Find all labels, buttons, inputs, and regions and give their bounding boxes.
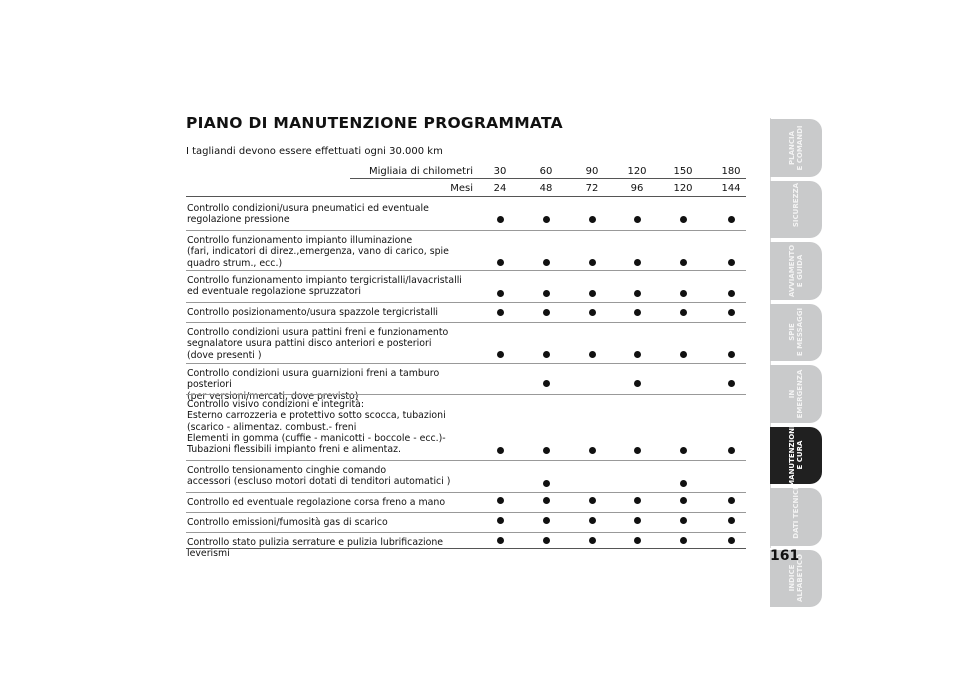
row-divider: [186, 270, 746, 271]
check-dot: [634, 517, 641, 524]
row-divider: [186, 363, 746, 364]
check-dot: [728, 537, 735, 544]
check-dot: [589, 537, 596, 544]
check-dot: [543, 216, 550, 223]
chapter-tab-label: DATI TECNICI: [792, 487, 800, 539]
check-dot: [543, 259, 550, 266]
months-header-cell: 72: [585, 183, 599, 194]
chapter-tab-label: SPIE E MESSAGGI: [788, 308, 804, 357]
months-header-label: Mesi: [450, 183, 473, 194]
table-row-description: Controllo condizioni usura pattini freni e funzionamento segnalatore usura pattini disco anteriori e posteriori (dove presenti ): [187, 327, 449, 361]
table-row-description: Controllo condizioni/usura pneumatici ed eventuale regolazione pressione: [187, 203, 429, 226]
check-dot: [728, 447, 735, 454]
check-dot: [728, 309, 735, 316]
chapter-tab-label: INDICE ALFABETICO: [788, 554, 804, 603]
check-dot: [497, 259, 504, 266]
chapter-tab-label: IN EMERGENZA: [788, 369, 804, 419]
chapter-tab-label: SICUREZZA: [792, 183, 800, 228]
row-divider: [186, 302, 746, 303]
check-dot: [634, 447, 641, 454]
check-dot: [634, 497, 641, 504]
check-dot: [634, 290, 641, 297]
check-dot: [589, 290, 596, 297]
row-divider: [186, 322, 746, 323]
row-divider: [186, 230, 746, 231]
check-dot: [543, 537, 550, 544]
check-dot: [589, 309, 596, 316]
check-dot: [497, 351, 504, 358]
table-row-description: Controllo tensionamento cinghie comando accessori (escluso motori dotati di tenditori automatici ): [187, 465, 451, 488]
check-dot: [680, 259, 687, 266]
miles-header-cell: 30: [493, 166, 507, 177]
miles-header-cell: 180: [721, 166, 741, 177]
check-dot: [497, 497, 504, 504]
check-dot: [680, 309, 687, 316]
check-dot: [680, 537, 687, 544]
table-row-description: Controllo funzionamento impianto illuminazione (fari, indicatori di direz.,emergenza, vano di carico, spie quadro strum., ecc.): [187, 235, 449, 269]
chapter-tab-label: AVVIAMENTO E GUIDA: [788, 244, 804, 297]
table-row-description: Controllo funzionamento impianto tergicristalli/lavacristalli ed eventuale regolazione spruzzatori: [187, 275, 462, 298]
row-divider: [186, 394, 746, 395]
check-dot: [543, 309, 550, 316]
check-dot: [680, 351, 687, 358]
check-dot: [497, 537, 504, 544]
check-dot: [728, 290, 735, 297]
header-rule: [186, 196, 746, 197]
check-dot: [634, 380, 641, 387]
check-dot: [728, 259, 735, 266]
check-dot: [543, 380, 550, 387]
miles-header-cell: 60: [539, 166, 553, 177]
check-dot: [728, 216, 735, 223]
check-dot: [497, 290, 504, 297]
header-rule: [350, 178, 746, 179]
check-dot: [728, 497, 735, 504]
miles-header-label: Migliaia di chilometri: [368, 166, 473, 177]
check-dot: [728, 351, 735, 358]
table-row-description: Controllo condizioni usura guarnizioni freni a tamburo posteriori (per versioni/mercati, dove previsto): [187, 368, 440, 402]
table-bottom-rule: [186, 548, 746, 549]
check-dot: [543, 290, 550, 297]
months-header-cell: 120: [673, 183, 693, 194]
row-divider: [186, 492, 746, 493]
miles-header-cell: 120: [627, 166, 647, 177]
check-dot: [589, 351, 596, 358]
check-dot: [497, 309, 504, 316]
page-title: PIANO DI MANUTENZIONE PROGRAMMATA: [186, 114, 563, 132]
check-dot: [497, 216, 504, 223]
check-dot: [634, 259, 641, 266]
row-divider: [186, 512, 746, 513]
months-header-cell: 96: [630, 183, 644, 194]
check-dot: [589, 259, 596, 266]
check-dot: [589, 497, 596, 504]
check-dot: [728, 517, 735, 524]
check-dot: [634, 216, 641, 223]
check-dot: [680, 517, 687, 524]
row-divider: [186, 532, 746, 533]
table-row-description: Controllo stato pulizia serrature e pulizia lubrificazione leverismi: [187, 537, 444, 560]
check-dot: [680, 290, 687, 297]
check-dot: [543, 351, 550, 358]
check-dot: [589, 216, 596, 223]
page-subtitle: I tagliandi devono essere effettuati ogni 30.000 km: [186, 146, 443, 157]
months-header-cell: 48: [539, 183, 553, 194]
table-row-description: Controllo emissioni/fumosità gas di scarico: [187, 517, 388, 528]
check-dot: [543, 480, 550, 487]
check-dot: [543, 447, 550, 454]
check-dot: [543, 517, 550, 524]
check-dot: [634, 351, 641, 358]
check-dot: [589, 447, 596, 454]
months-header-cell: 144: [721, 183, 741, 194]
chapter-tab-label: PLANCIA E COMANDI: [788, 125, 804, 171]
check-dot: [680, 216, 687, 223]
chapter-tab-label: MANUTENZIONE E CURA: [788, 423, 804, 488]
check-dot: [634, 537, 641, 544]
check-dot: [543, 497, 550, 504]
check-dot: [680, 447, 687, 454]
miles-header-cell: 150: [673, 166, 693, 177]
check-dot: [634, 309, 641, 316]
page-number: 161: [770, 548, 800, 564]
check-dot: [680, 497, 687, 504]
check-dot: [589, 517, 596, 524]
table-row-description: Controllo ed eventuale regolazione corsa freno a mano: [187, 497, 446, 508]
check-dot: [728, 380, 735, 387]
check-dot: [497, 447, 504, 454]
check-dot: [680, 480, 687, 487]
table-row-description: Controllo visivo condizioni e integrità: Esterno carrozzeria e protettivo sotto scocca, tubazioni (scarico - alimentaz. combust.- freni Elementi in gomma (cuffie - manicotti - boccole - ecc.)- Tubazioni flessibili impianto freni e alimentaz.: [187, 399, 446, 456]
table-row-description: Controllo posizionamento/usura spazzole tergicristalli: [187, 307, 439, 318]
check-dot: [497, 517, 504, 524]
months-header-cell: 24: [493, 183, 507, 194]
miles-header-cell: 90: [585, 166, 599, 177]
row-divider: [186, 460, 746, 461]
